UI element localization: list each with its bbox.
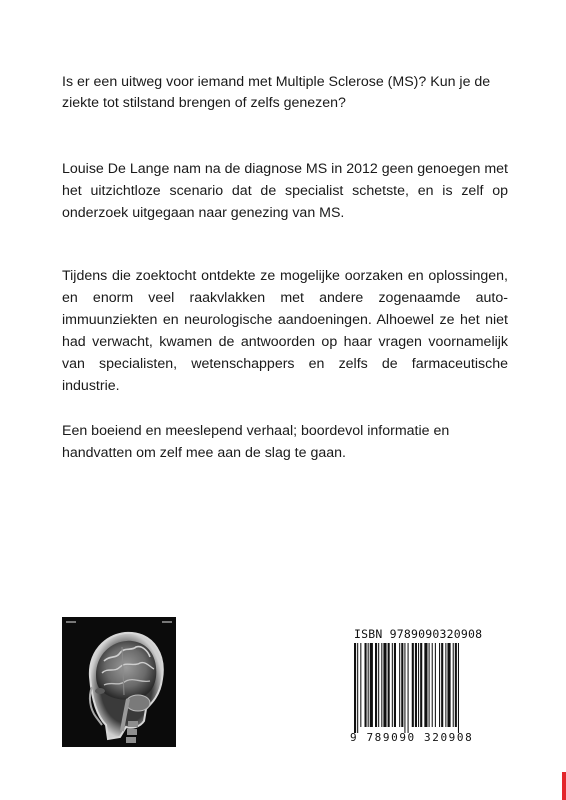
paragraph-search: Tijdens die zoektocht ontdekte ze mogelijke oorzaken en oplossingen, en enorm veel raakvlakken met andere zogenaamde auto-immuunziekten en neurologische aandoeningen. Alhoewel ze het niet had verwacht, kwamen de antwoorden op haar vragen voornamelijk van specialisten, wetenschappers en zelfs de farmaceutische industrie. [62,268,508,394]
barcode-bar [420,643,422,727]
barcode-bar [360,643,361,727]
barcode-bar [378,643,379,727]
barcode-bar [401,643,403,727]
barcode-bar [357,643,358,733]
barcode-bar [455,643,457,727]
barcode-bar [370,643,373,727]
paragraph-summary: Een boeiend en meeslepend verhaal; boordevol informatie en handvatten om zelf mee aan de slag te gaan. [62,423,450,461]
barcode-bar [412,643,414,727]
barcode-bar [447,643,450,727]
barcode-bar [415,643,417,727]
barcode-bar [424,643,427,727]
barcode-bar [445,643,446,727]
barcode-bar [453,643,454,727]
barcode-bar [383,643,386,727]
mri-brain-scan-icon [62,617,176,747]
red-edge-mark [562,772,566,800]
barcode-bar [408,643,409,733]
barcode-bar [429,643,430,727]
isbn-label: ISBN 9789090320908 [354,627,483,641]
barcode-bars [350,643,494,733]
barcode-bar [354,643,356,733]
barcode-digits: 9 789090 320908 [350,731,474,744]
intro-question: Is er een uitweg voor iemand met Multiple Sclerose (MS)? Kun je de ziekte tot stilstand brengen of zelfs genezen? [62,74,491,111]
barcode-bar [399,643,400,727]
isbn-barcode [350,627,494,750]
barcode-bar [458,643,459,733]
barcode-bar [439,643,440,727]
barcode-bar [441,643,443,727]
barcode-bar [435,643,436,727]
barcode-bar [368,643,369,727]
barcode-bar [365,643,367,727]
barcode-bar [432,643,433,727]
barcode-bar [388,643,390,727]
paragraph-author-story: Louise De Lange nam na de diagnose MS in 2012 geen genoegen met het uitzichtloze scenario dat de specialist schetste, en is zelf op onderzoek uitgegaan naar genezing van MS. [62,161,508,221]
barcode-bar [381,643,382,727]
barcode-bar [394,643,396,727]
barcode-bar [404,643,405,733]
barcode-bar [418,643,419,727]
barcode-bar [375,643,377,727]
barcode-bar [392,643,393,727]
